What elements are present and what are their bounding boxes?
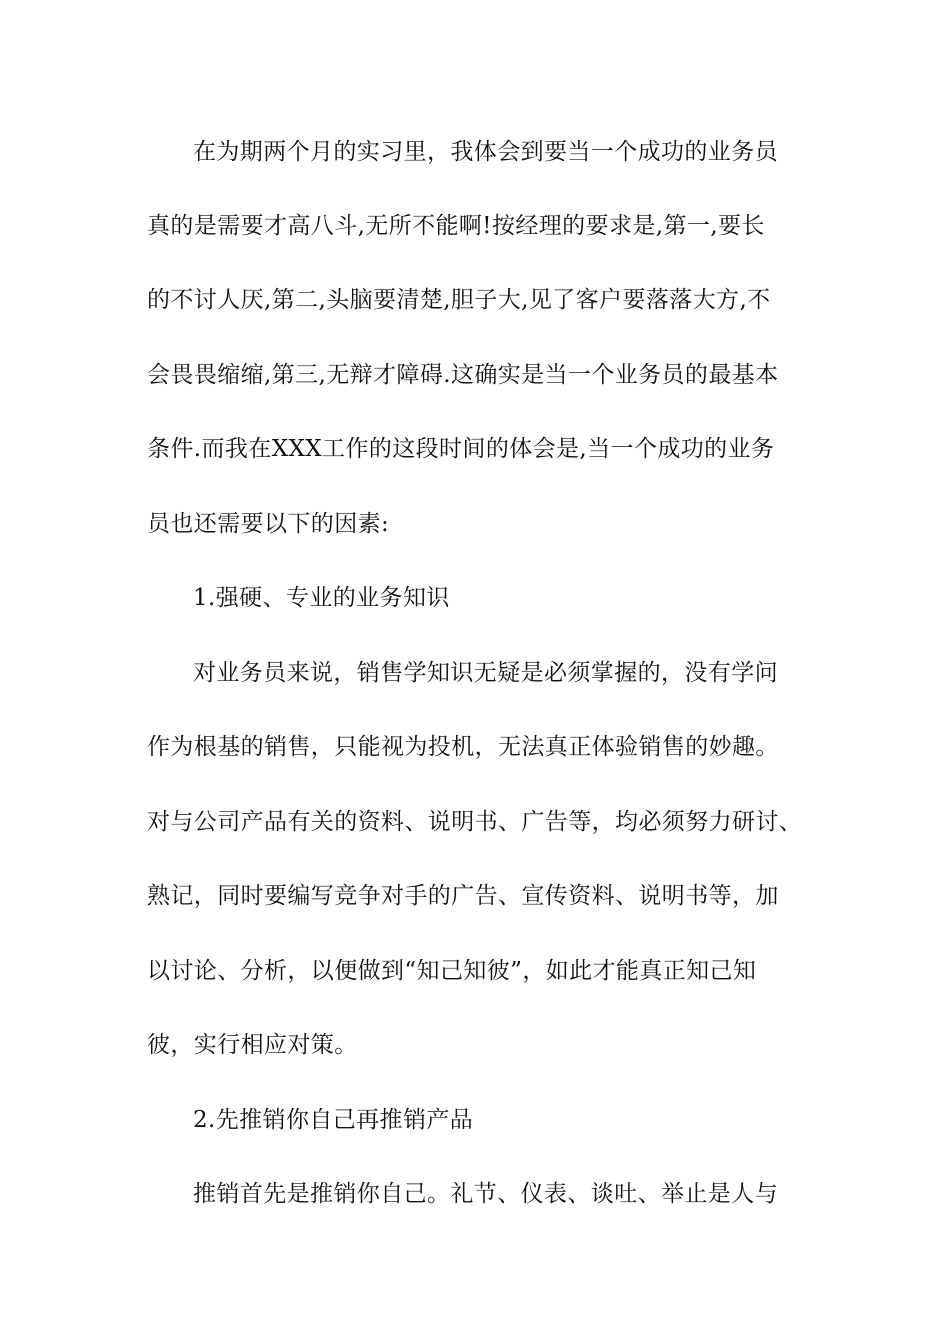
paragraph-line: 真的是需要才高八斗,无所不能啊!按经理的要求是,第一,要长: [147, 213, 765, 239]
paragraph-line: 对业务员来说，销售学知识无疑是必须掌握的，没有学问: [193, 660, 778, 686]
paragraph-line: 以讨论、分析，以便做到“知己知彼”，如此才能真正知己知: [147, 958, 757, 984]
paragraph-line: 会畏畏缩缩,第三,无辩才障碍.这确实是当一个业务员的最基本: [147, 362, 779, 388]
paragraph-line: 员也还需要以下的因素:: [147, 511, 390, 537]
paragraph-line: 推销首先是推销你自己。礼节、仪表、谈吐、举止是人与: [193, 1181, 778, 1207]
paragraph-line: 熟记，同时要编写竞争对手的广告、宣传资料、说明书等，加: [147, 883, 779, 909]
paragraph-line: 彼，实行相应对策。: [147, 1032, 358, 1058]
section-heading: 1.强硬、专业的业务知识: [193, 585, 450, 611]
paragraph-line: 在为期两个月的实习里，我体会到要当一个成功的业务员: [193, 139, 778, 165]
section-heading: 2.先推销你自己再推销产品: [193, 1107, 474, 1133]
paragraph-line: 对与公司产品有关的资料、说明书、广告等，均必须努力研讨、: [147, 809, 803, 835]
paragraph-line: 作为根基的销售，只能视为投机，无法真正体验销售的妙趣。: [147, 734, 779, 760]
paragraph-line: 的不讨人厌,第二,头脑要清楚,胆子大,见了客户要落落大方,不: [147, 287, 771, 313]
paragraph-line: 条件.而我在XXX工作的这段时间的体会是,当一个成功的业务: [147, 436, 775, 462]
